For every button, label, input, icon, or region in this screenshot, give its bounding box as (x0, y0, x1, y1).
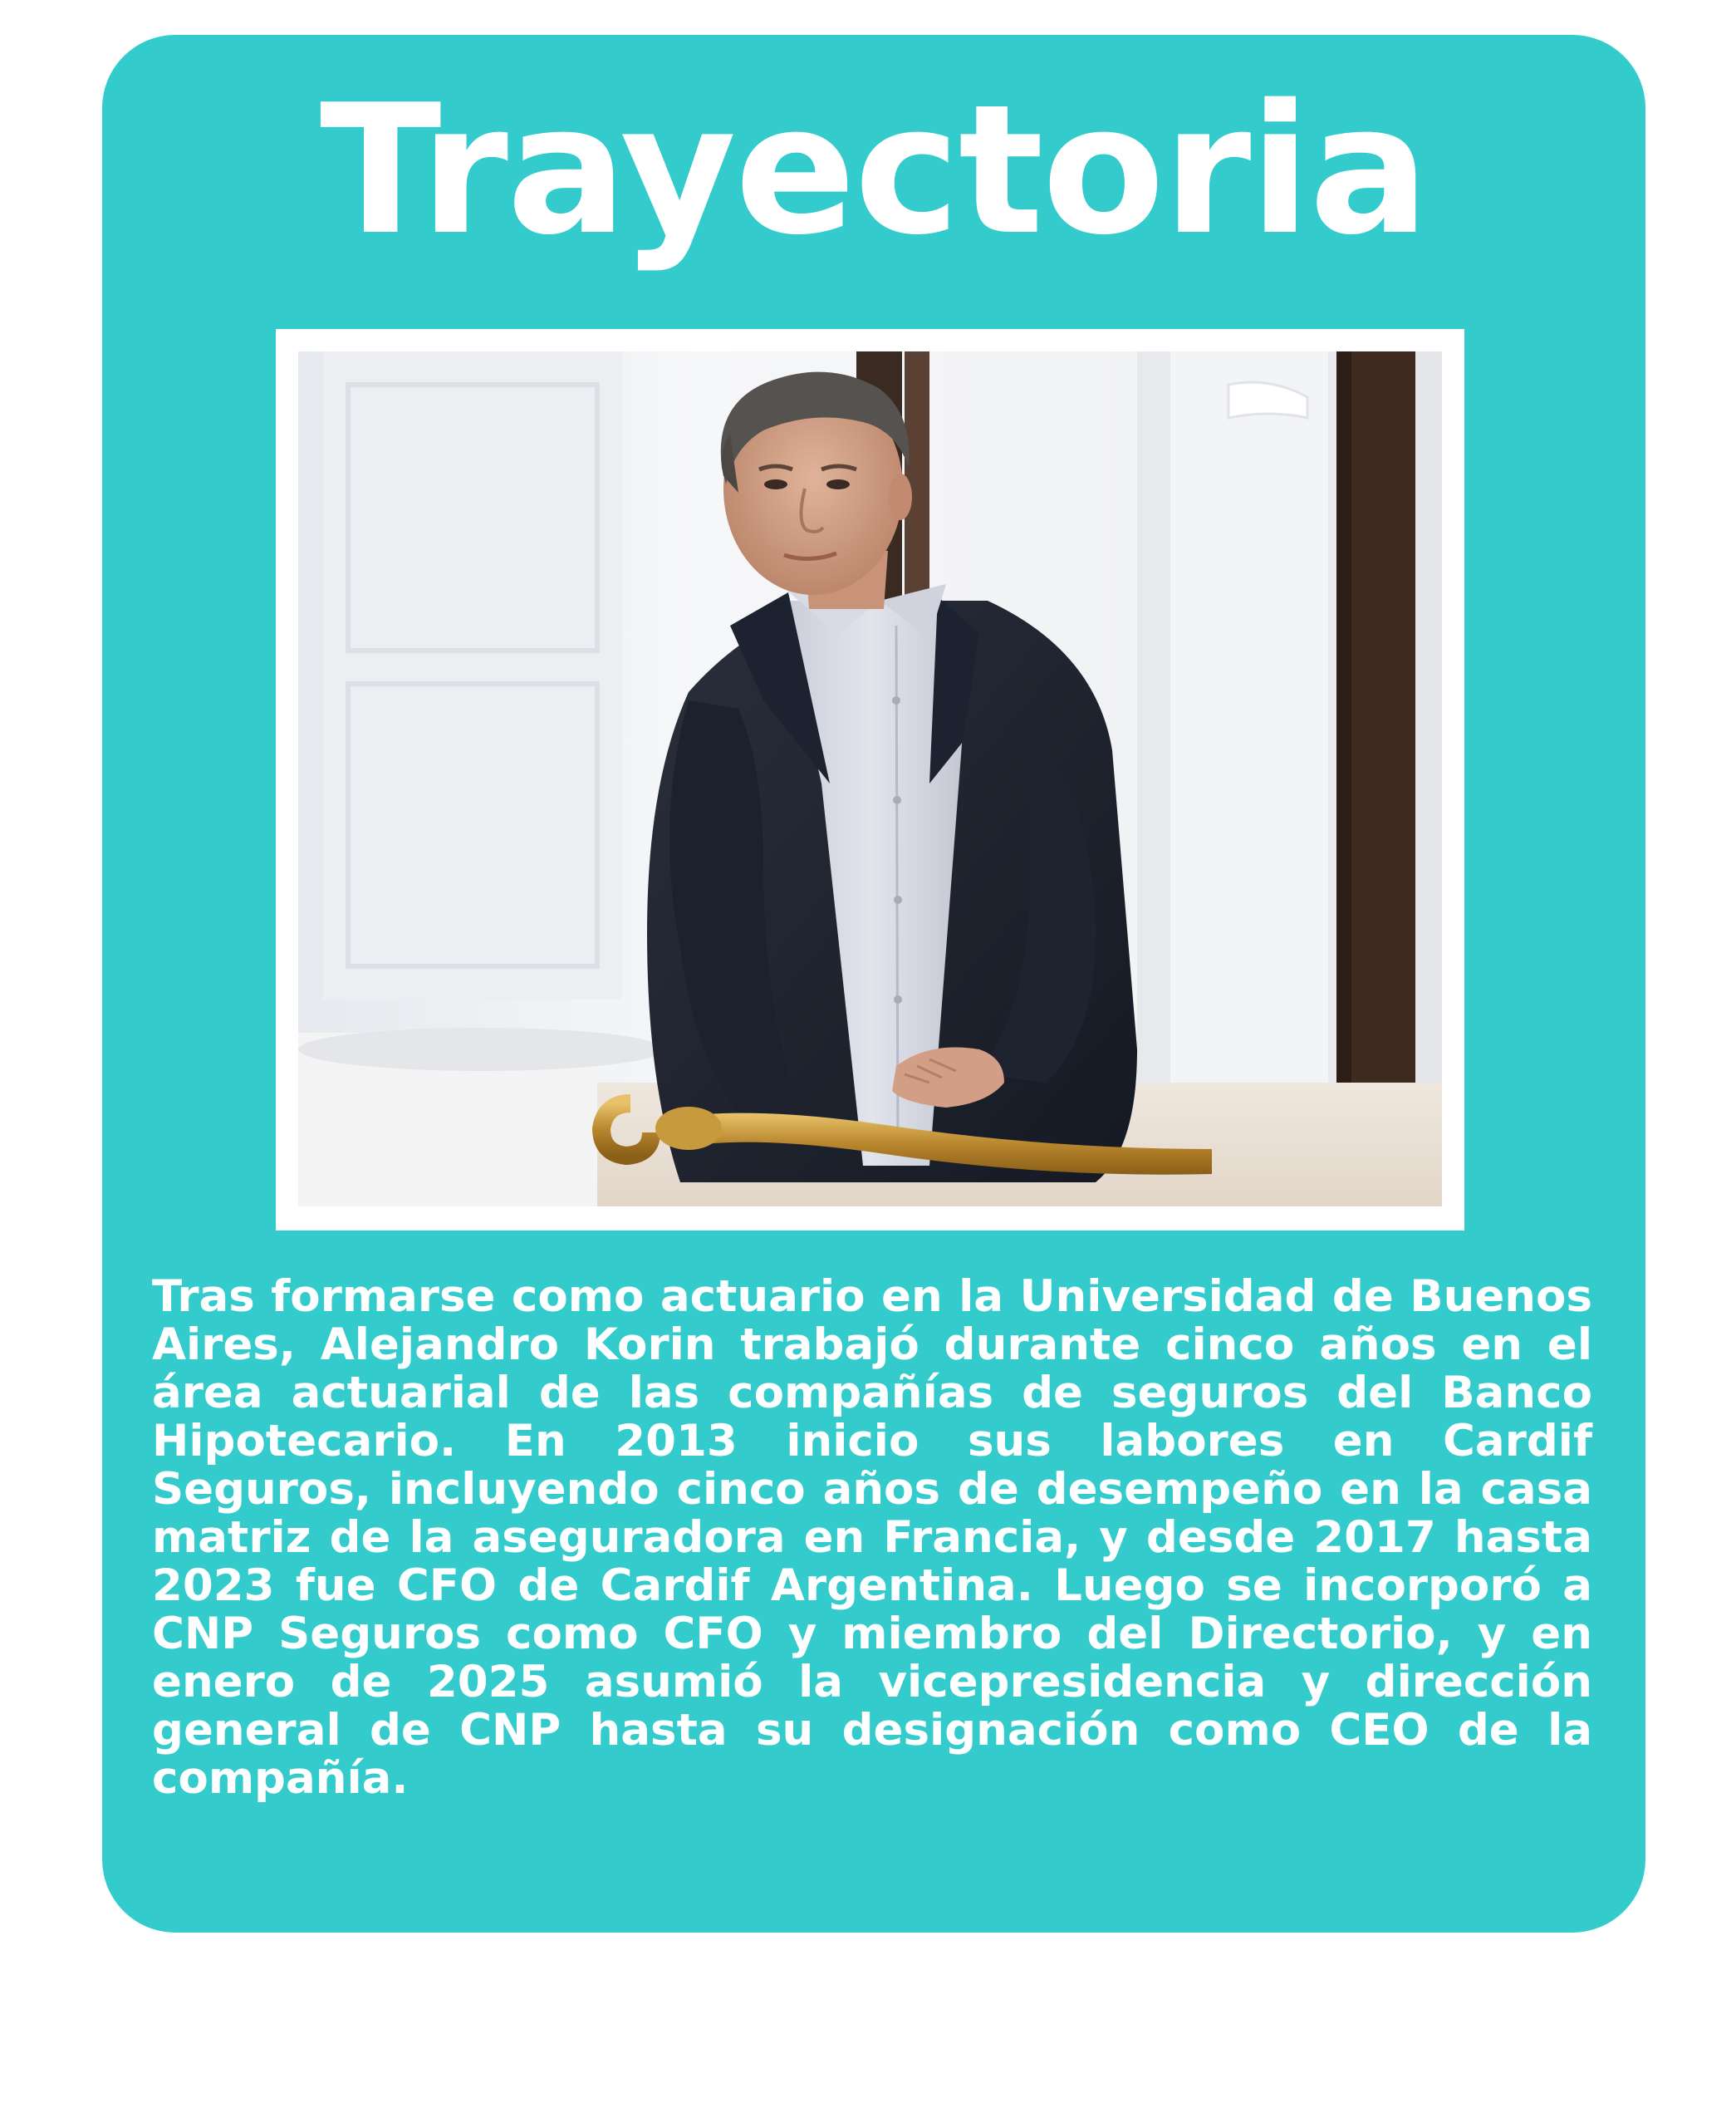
portrait-photo (298, 351, 1442, 1206)
biography-text: Tras formarse como actuario en la Universidad de Buenos Aires, Alejandro Korin trabajó durante cinco años en el área actuarial de las compañías de seguros del Banco Hipotecario. En 2013 inicio sus labores en Cardif Seguros, incluyendo cinco años de desempeño en la casa matriz de la aseguradora en Francia, y desde 2017 hasta 2023 fue CFO de Cardif Argentina. Luego se incorporó a CNP Seguros como CFO y miembro del Directorio, y en enero de 2025 asumió la vicepresidencia y dirección general de CNP hasta su designación como CEO de la compañía. (152, 1271, 1592, 1804)
portrait-illustration (298, 351, 1442, 1206)
photo-frame (276, 329, 1464, 1231)
trajectory-card (102, 35, 1645, 1933)
card-title: Trayectoria (319, 66, 1429, 274)
